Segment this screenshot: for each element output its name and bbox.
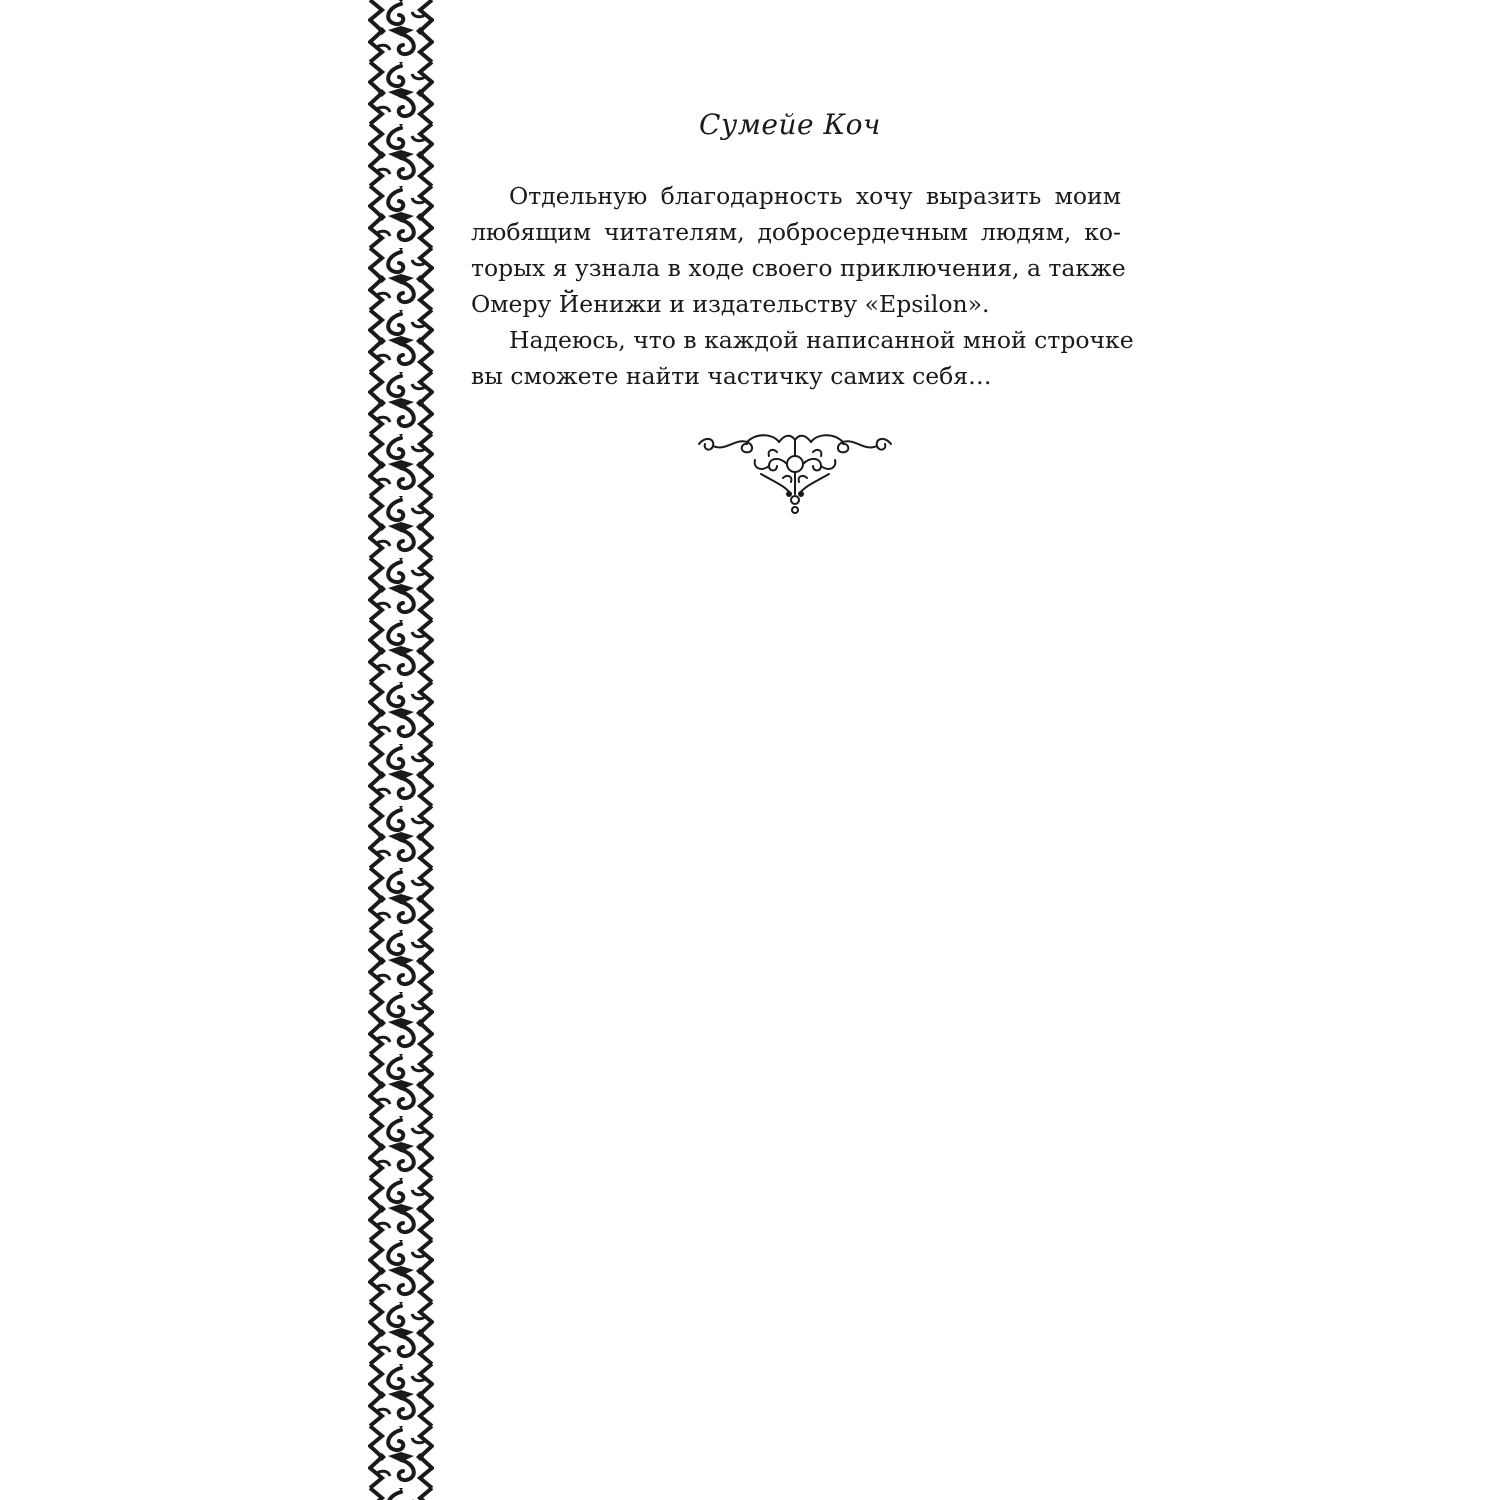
running-head-author: Сумейе Коч <box>699 108 881 141</box>
ornamental-border-strip <box>368 0 434 1500</box>
paragraph <box>471 178 1126 322</box>
text-line: Омеру Йенижи и издательству «Epsilon». <box>471 290 990 318</box>
text-line: Надеюсь, что в каждой написанной мной строчке <box>509 326 1134 354</box>
paragraph <box>471 322 1134 394</box>
body-text <box>471 178 1134 394</box>
text-line: Отдельную благодарность хочу выразить моим <box>509 182 1121 210</box>
text-line: торых я узнала в ходе своего приключения, а также <box>471 254 1126 282</box>
floral-vignette-ornament <box>695 428 895 516</box>
text-line: вы сможете найти частичку самих себя… <box>471 362 992 390</box>
text-line: любящим читателям, добросердечным людям, ко- <box>471 218 1121 246</box>
